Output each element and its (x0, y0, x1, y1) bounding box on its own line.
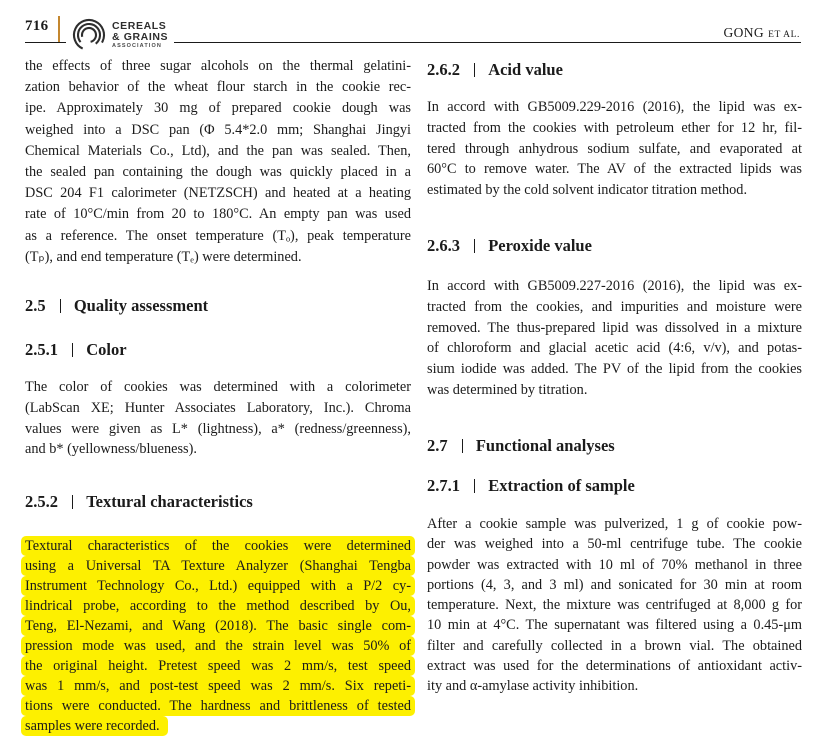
paragraph-line: pression mode was used, and the strain level was 50% of (21, 636, 415, 656)
paragraph-line: samples were recorded. (21, 716, 168, 736)
heading-title: Extraction of sample (488, 476, 635, 495)
running-head-suffix: ET AL. (768, 30, 800, 40)
paragraph-line: In accord with GB5009.227-2016 (2016), the lipid was ex- (427, 278, 802, 294)
paragraph-line: values were given as L* (lightness), a* (redness/greenness), (25, 420, 411, 437)
heading-number: 2.7.1 (427, 476, 460, 495)
running-head (723, 24, 800, 42)
heading-separator (72, 343, 73, 357)
paragraph-line: using a Universal TA Texture Analyzer (Shanghai Tengba (21, 556, 415, 576)
paragraph-line: Instrument Technology Co., Ltd.) equipped with a P/2 cy- (21, 576, 415, 596)
paragraph-line: tracted from the cookies, and impurities and moisture were (427, 298, 802, 315)
running-head-name: GONG (723, 25, 765, 40)
paragraph-line: estimated by the cold solvent indicator titration method. (427, 182, 748, 199)
logo-line-1: CEREALS (112, 19, 167, 32)
accent-bar (58, 16, 60, 42)
paragraph-line: portions (4, 3, and 3 ml) and sonicated for 30 min at room (427, 576, 802, 593)
paragraph-line: ipe. Approximately 30 mg of prepared cookie dough was (25, 100, 411, 117)
paragraph-line: Chemical Materials Co., Ltd), and the pan was sealed. Then, (25, 142, 411, 159)
paragraph-line: was 1 mm/s, and post-test speed was 2 mm/s. Six repeti- (21, 676, 415, 696)
paragraph-line: Textural characteristics of the cookies were determined (21, 536, 415, 556)
logo-swirl-icon (68, 15, 108, 55)
paragraph-peroxide-value (427, 276, 802, 401)
paragraph-line: The color of cookies was determined with a colorimeter (25, 379, 411, 395)
paragraph-line: tions were conducted. The hardness and brittleness of tested (21, 696, 415, 716)
heading-title: Textural characteristics (86, 492, 253, 511)
heading-separator (474, 479, 475, 493)
heading-title: Functional analyses (475, 436, 615, 455)
heading-number: 2.7 (427, 436, 448, 455)
paragraph-line: 10 min at 4°C. The supernatant was filtered using a 0.45-μm (427, 617, 802, 634)
logo-line-3: ASSOCIATION (112, 42, 162, 49)
heading-extraction-of-sample (427, 476, 802, 496)
paragraph-line: After a cookie sample was pulverized, 1 g of cookie pow- (427, 516, 802, 532)
heading-number: 2.6.3 (427, 236, 460, 255)
paragraph-line: 60°C to remove water. The AV of the extracted lipids was (427, 161, 802, 178)
paragraph-line: the sealed pan containing the dough was quickly placed in a (25, 163, 411, 180)
paragraph-textural-highlighted (25, 536, 411, 736)
page-number: 716 (25, 18, 49, 34)
heading-separator (474, 63, 475, 77)
paragraph-line: DSC 204 F1 calorimeter (NETZSCH) and heated at a heating (25, 185, 411, 202)
logo-line-2: & GRAINS (112, 30, 169, 43)
paragraph-line: sium iodide was added. The PV of the lipid from the cookies (427, 361, 802, 378)
heading-peroxide-value (427, 236, 802, 256)
cereals-grains-logo (66, 13, 174, 57)
paragraph-line: of chloroform and glacial acetic acid (4:6, v/v), and potas- (427, 340, 802, 357)
paragraph-line: der was weighed into a 50-ml centrifuge tube. The cookie (427, 536, 802, 553)
paragraph-line: ity and α-amylase activity inhibition. (427, 678, 639, 695)
paragraph-line: extract was used for the determinations of antioxidant activ- (427, 658, 802, 675)
heading-separator (72, 495, 73, 509)
heading-number: 2.5.2 (25, 492, 58, 511)
paragraph-line: (Tₚ), and end temperature (Tₑ) were determined. (25, 248, 302, 265)
paragraph-line: Teng, El-Nezami, and Wang (2018). The basic single com- (21, 616, 415, 636)
heading-color (25, 340, 411, 360)
heading-functional-analyses (427, 436, 802, 456)
paragraph-color-method (25, 377, 411, 460)
paragraph-line: was determined by titration. (427, 381, 588, 398)
paragraph-line: (LabScan XE; Hunter Associates Laboratory, Inc.). Chroma (25, 399, 411, 416)
paragraph-line: zation behavior of the wheat flour starch in the cookie rec- (25, 79, 411, 96)
heading-number: 2.5.1 (25, 340, 58, 359)
paragraph-line: In accord with GB5009.229-2016 (2016), the lipid was ex- (427, 99, 802, 115)
heading-number: 2.6.2 (427, 60, 460, 79)
paragraph-line: and b* (yellowness/blueness). (25, 441, 197, 458)
heading-separator (474, 239, 475, 253)
paragraph-line: powder was extracted with 10 ml of 70% methanol in three (427, 556, 802, 573)
heading-title: Quality assessment (73, 296, 209, 315)
heading-acid-value (427, 60, 802, 80)
heading-title: Color (86, 340, 127, 359)
heading-quality-assessment (25, 296, 411, 316)
paragraph-extraction-of-sample (427, 514, 802, 697)
paragraph-line: the effects of three sugar alcohols on the thermal gelatini- (25, 58, 411, 74)
paragraph-dsc-method (25, 56, 411, 268)
paragraph-line: weighed into a DSC pan (Φ 5.4*2.0 mm; Shanghai Jingyi (25, 121, 411, 138)
logo-text (112, 21, 168, 50)
heading-separator (462, 439, 463, 453)
paragraph-acid-value (427, 97, 802, 201)
paragraph-line: tered through anhydrous sodium sulfate, and evaporated at (427, 140, 802, 157)
paragraph-line: the original height. Pretest speed was 2 mm/s, test speed (21, 656, 415, 676)
heading-title: Peroxide value (488, 236, 592, 255)
paragraph-line: filter and carefully collected in a brown vial. The obtained (427, 637, 802, 654)
heading-textural-characteristics (25, 492, 411, 512)
paragraph-line: temperature. Next, the mixture was centrifuged at 8,000 g for (427, 597, 802, 614)
heading-title: Acid value (488, 60, 563, 79)
heading-number: 2.5 (25, 296, 46, 315)
paragraph-line: removed. The thus-prepared lipid was dissolved in a mixture (427, 319, 802, 336)
paragraph-line: tracted from the cookies with petroleum ether for 12 hr, fil- (427, 119, 802, 136)
heading-separator (60, 299, 61, 313)
paragraph-line: as a reference. The onset temperature (Tₒ), peak temperature (25, 227, 411, 244)
paragraph-line: lindrical probe, according to the method described by Ou, (21, 596, 415, 616)
paragraph-line: rate of 10°C/min from 20 to 180°C. An empty pan was used (25, 206, 411, 223)
